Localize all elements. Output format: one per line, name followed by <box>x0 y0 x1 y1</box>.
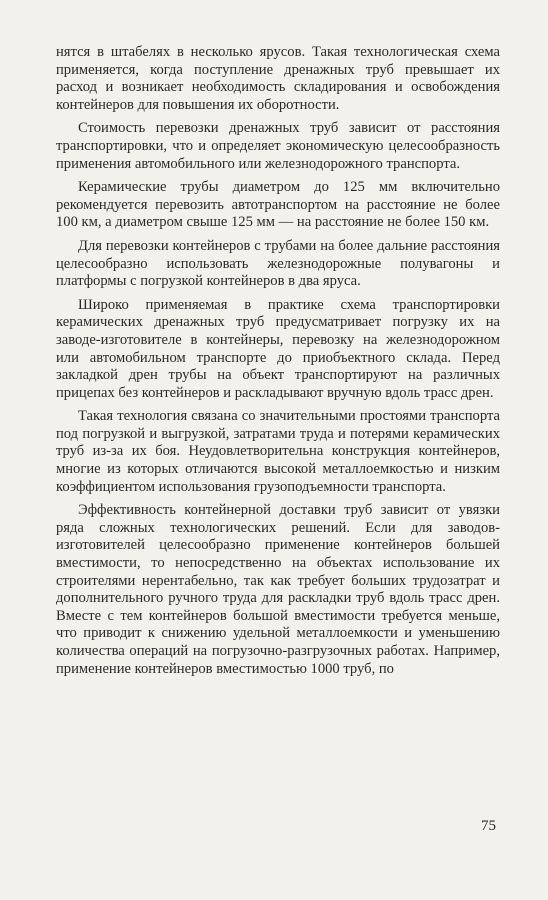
page-number: 75 <box>481 818 496 834</box>
paragraph-1: нятся в штабелях в несколько ярусов. Такая технологическая схема применяется, когда поступление дренажных труб превышает их расход и возникает необходимость складирования и освобождения контейнеров для повышения их оборотности. <box>56 44 500 113</box>
paragraph-2: Стоимость перевозки дренажных труб зависит от расстояния транспортировки, что и определяет экономическую целесообразность применения автомобильного или железнодорожного транспорта. <box>56 120 500 172</box>
page-body <box>56 44 500 684</box>
paragraph-7: Эффективность контейнерной доставки труб зависит от увязки ряда сложных технологических решений. Если для заводов-изготовителей целесообразно применение контейнеров большей вместимости, то непосредственно на объектах использование их строителями нерентабельно, так как требует больших трудозатрат и дополнительного ручного труда для раскладки труб вдоль трасс дрен. Вместе с тем контейнеров большой вместимости требуется меньше, что приводит к снижению удельной металлоемкости и уменьшению количества операций на погрузочно-разгрузочных работах. Например, применение контейнеров вместимостью 1000 труб, по <box>56 502 500 677</box>
paragraph-4: Для перевозки контейнеров с трубами на более дальние расстояния целесообразно использовать железнодорожные полувагоны и платформы с погрузкой контейнеров в два яруса. <box>56 237 500 290</box>
paragraph-5: Широко применяемая в практике схема транспортировки керамических дренажных труб предусматривает погрузку их на заводе-изготовителе в контейнеры, перевозку на железнодорожном или автомобильном транспорте до приобъектного склада. Перед закладкой дрен трубы на объект транспортируют на различных прицепах без контейнеров и раскладывают вручную вдоль трасс дрен. <box>56 296 500 401</box>
paragraph-6: Такая технология связана со значительными простоями транспорта под погрузкой и выгрузкой, затратами труда и потерями керамических труб из-за их боя. Неудовлетворительна конструкция контейнеров, многие из которых отличаются высокой металлоемкостью и низким коэффициентом использования грузоподъемности транспорта. <box>56 408 500 495</box>
paragraph-3: Керамические трубы диаметром до 125 мм включительно рекомендуется перевозить автотранспортом на расстояние не более 100 км, а диаметром свыше 125 мм — на расстояние не более 150 км. <box>56 179 500 231</box>
